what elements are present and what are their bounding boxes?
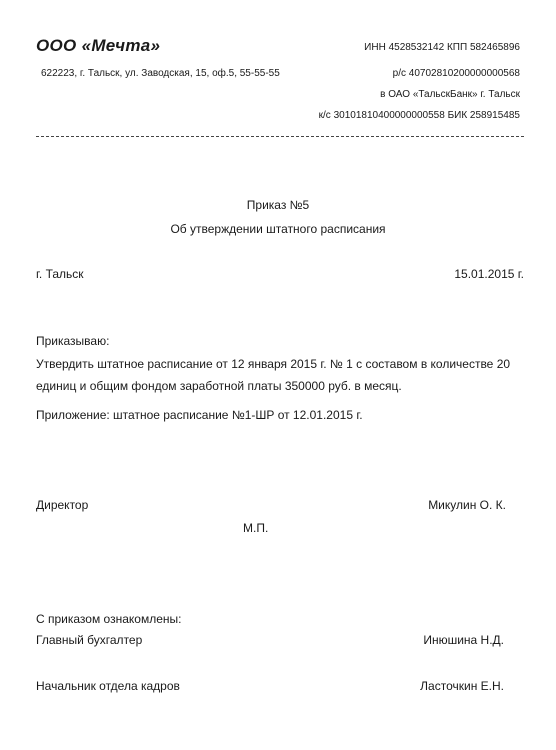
order-title: Приказ №5 <box>246 198 310 212</box>
order-date: 15.01.2015 г. <box>454 267 524 281</box>
company-name: ООО «Мечта» <box>36 36 161 55</box>
order-text-line-2: единиц и общим фондом заработной платы 350000 руб. в месяц. <box>36 379 402 393</box>
director-label: Директор <box>36 498 89 512</box>
corr-account-bik: к/с 30101810400000000558 БИК 258915485 <box>318 110 520 121</box>
accountant-label: Главный бухгалтер <box>36 633 143 647</box>
order-appendix: Приложение: штатное расписание №1-ШР от 12.01.2015 г. <box>36 408 363 422</box>
hr-label: Начальник отдела кадров <box>36 679 180 693</box>
accountant-name: Инюшина Н.Д. <box>423 633 504 647</box>
hr-name: Ласточкин Е.Н. <box>420 679 504 693</box>
acquainted-heading: С приказом ознакомлены: <box>36 612 182 626</box>
bank-account: р/с 40702810200000000568 <box>392 68 520 79</box>
order-text-line-1: Утвердить штатное расписание от 12 января 2015 г. № 1 с составом в количестве 20 <box>36 357 511 371</box>
company-address: 622223, г. Тальск, ул. Заводская, 15, оф.5, 55-55-55 <box>41 68 280 79</box>
stamp-place: М.П. <box>243 521 269 535</box>
bank-name: в ОАО «ТальскБанк» г. Тальск <box>380 89 520 100</box>
director-name: Микулин О. К. <box>428 498 506 512</box>
header-divider <box>36 136 524 137</box>
order-subtitle: Об утверждении штатного расписания <box>170 222 386 236</box>
order-city: г. Тальск <box>36 267 84 281</box>
order-word: Приказываю: <box>36 334 110 348</box>
inn-kpp: ИНН 4528532142 КПП 582465896 <box>364 42 520 53</box>
